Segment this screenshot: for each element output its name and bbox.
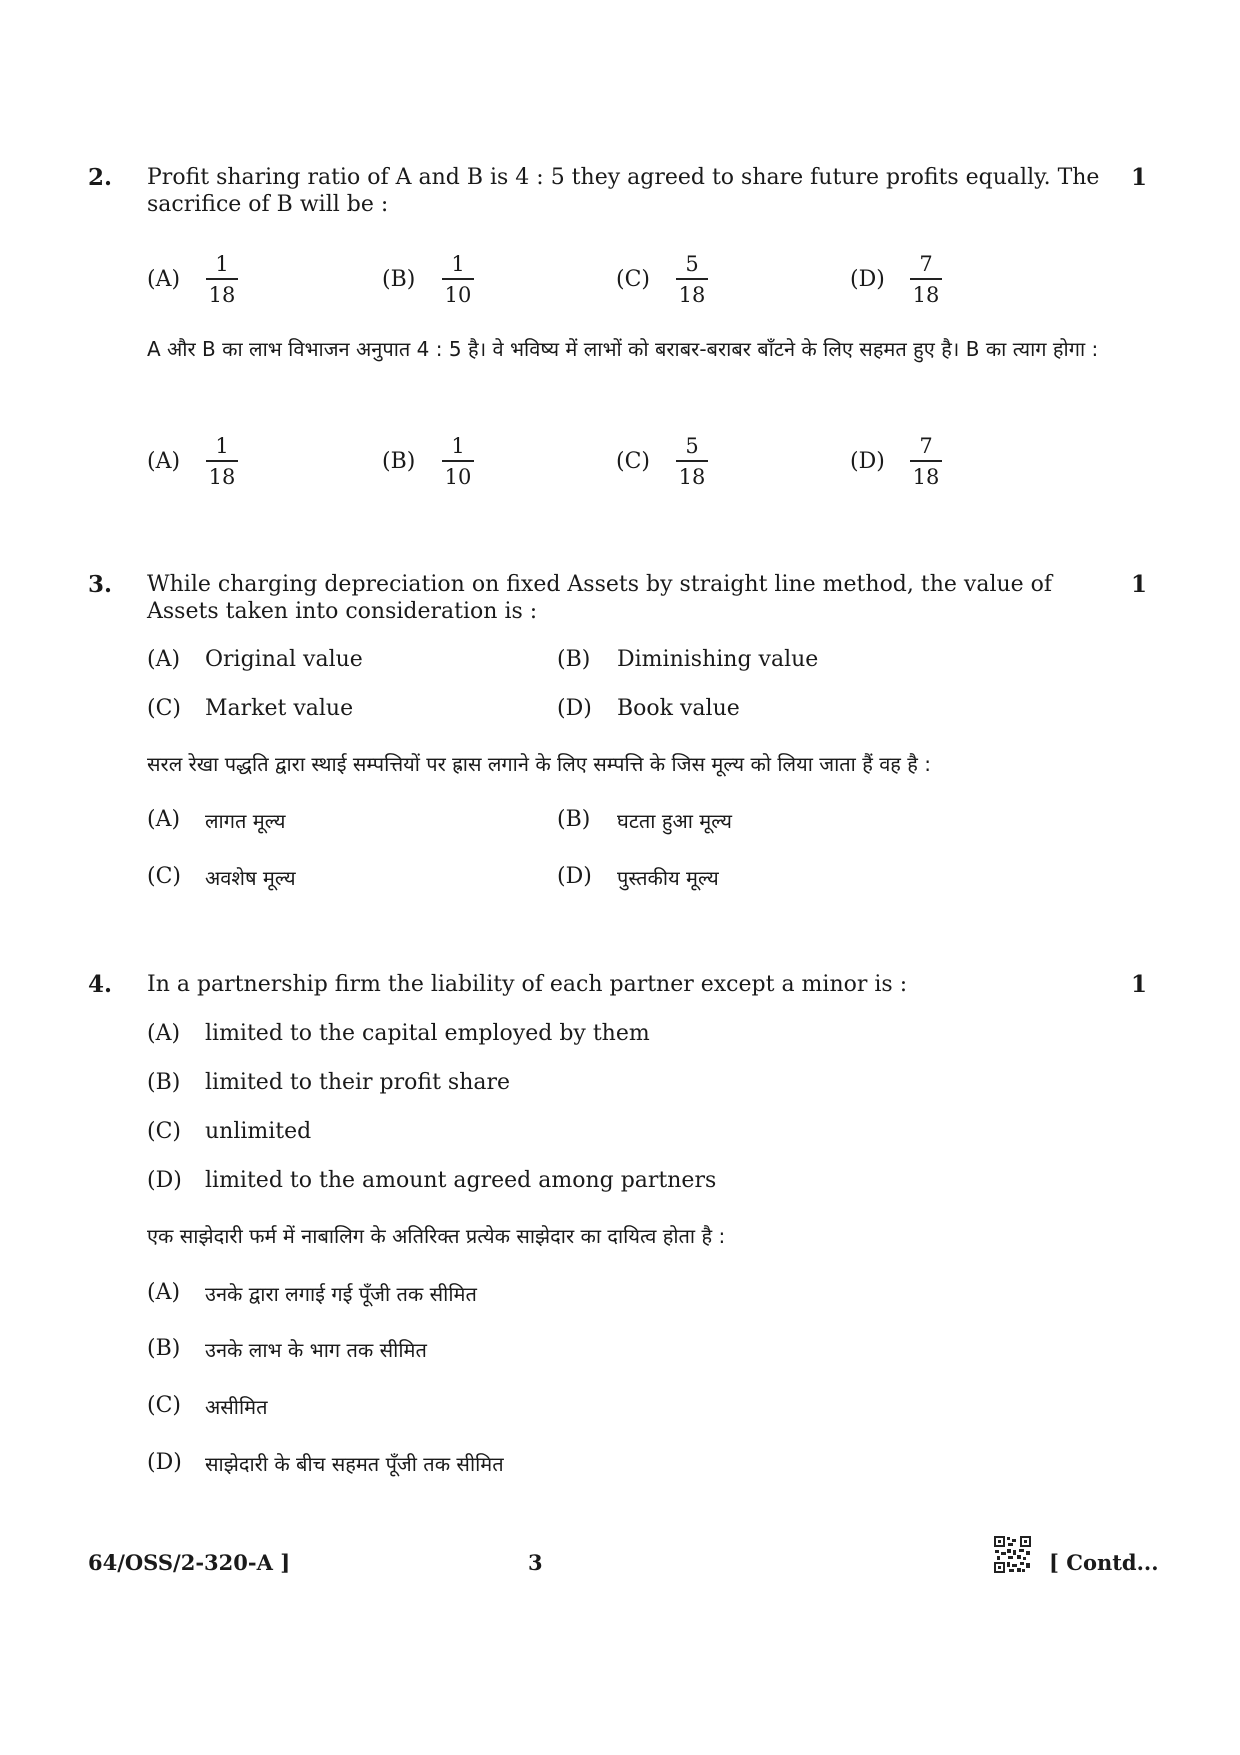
option-label: (A): [147, 449, 181, 474]
option-text: unlimited: [205, 1119, 312, 1144]
fraction-option-b-hindi: [442, 434, 474, 489]
qr-code-icon: [993, 1535, 1032, 1574]
denominator: 10: [444, 282, 472, 307]
question-number: 2.: [88, 164, 113, 191]
page-number: 3: [528, 1550, 543, 1575]
numerator: 1: [451, 434, 465, 458]
option-label: (B): [147, 1336, 181, 1361]
fraction-option-c-hindi: [676, 434, 708, 489]
option-text-hindi: साझेदारी के बीच सहमत पूँजी तक सीमित: [205, 1452, 504, 1476]
option-label: (B): [382, 267, 416, 292]
option-label: (D): [147, 1450, 182, 1475]
option-label: (A): [147, 647, 181, 672]
denominator: 18: [208, 464, 236, 489]
option-label: (B): [147, 1070, 181, 1095]
question-marks: 1: [1131, 571, 1148, 598]
option-label: (A): [147, 267, 181, 292]
option-label: (C): [616, 267, 650, 292]
denominator: 18: [678, 282, 706, 307]
option-text-hindi: असीमित: [205, 1395, 268, 1419]
question-marks: 1: [1131, 164, 1148, 191]
fraction-bar: [442, 278, 474, 280]
question-text-hindi: सरल रेखा पद्धति द्वारा स्थाई सम्पत्तियों पर ह्रास लगाने के लिए सम्पत्ति के जिस मूल्य को लिया जाता हैं वह है :: [147, 752, 932, 776]
option-label: (C): [616, 449, 650, 474]
numerator: 7: [919, 252, 933, 276]
option-label: (B): [382, 449, 416, 474]
continued-label: [ Contd...: [1049, 1550, 1159, 1575]
numerator: 5: [685, 252, 699, 276]
numerator: 1: [215, 434, 229, 458]
question-number: 4.: [88, 971, 113, 998]
numerator: 1: [215, 252, 229, 276]
option-label: (D): [850, 449, 885, 474]
fraction-bar: [910, 278, 942, 280]
option-text: Original value: [205, 647, 363, 672]
option-text: Diminishing value: [617, 647, 819, 672]
fraction-option-a-hindi: [206, 434, 238, 489]
denominator: 18: [912, 464, 940, 489]
numerator: 7: [919, 434, 933, 458]
paper-code: 64/OSS/2-320-A ]: [88, 1550, 291, 1575]
option-text-hindi: पुस्तकीय मूल्य: [617, 866, 719, 890]
fraction-bar: [206, 460, 238, 462]
option-label: (D): [557, 696, 592, 721]
option-label: (A): [147, 1021, 181, 1046]
option-text: limited to the amount agreed among partners: [205, 1168, 717, 1193]
option-text-hindi: घटता हुआ मूल्य: [617, 809, 732, 833]
option-text: limited to the capital employed by them: [205, 1021, 650, 1046]
question-text: In a partnership firm the liability of each partner except a minor is :: [147, 972, 908, 997]
question-number: 3.: [88, 571, 113, 598]
denominator: 18: [678, 464, 706, 489]
option-label: (A): [147, 807, 181, 832]
fraction-bar: [442, 460, 474, 462]
fraction-option-a: [206, 252, 238, 307]
option-text: Book value: [617, 696, 740, 721]
option-text-hindi: उनके लाभ के भाग तक सीमित: [205, 1338, 427, 1362]
numerator: 5: [685, 434, 699, 458]
question-marks: 1: [1131, 971, 1148, 998]
option-label: (D): [850, 267, 885, 292]
fraction-option-b: [442, 252, 474, 307]
question-text: While charging depreciation on fixed Assets by straight line method, the value of Assets taken into consideration is :: [147, 572, 1053, 624]
option-text: limited to their profit share: [205, 1070, 511, 1095]
fraction-bar: [676, 460, 708, 462]
option-text-hindi: लागत मूल्य: [205, 809, 286, 833]
question-text: Profit sharing ratio of A and B is 4 : 5 they agreed to share future profits equally. The sacrifice of B will be :: [147, 165, 1100, 217]
option-label: (B): [557, 647, 591, 672]
numerator: 1: [451, 252, 465, 276]
fraction-option-c: [676, 252, 708, 307]
denominator: 18: [208, 282, 236, 307]
fraction-bar: [206, 278, 238, 280]
denominator: 10: [444, 464, 472, 489]
fraction-option-d-hindi: [910, 434, 942, 489]
option-label: (C): [147, 696, 181, 721]
question-text-hindi: एक साझेदारी फर्म में नाबालिग के अतिरिक्त प्रत्येक साझेदार का दायित्व होता है :: [147, 1224, 726, 1248]
option-text-hindi: अवशेष मूल्य: [205, 866, 296, 890]
option-label: (D): [147, 1168, 182, 1193]
option-text-hindi: उनके द्वारा लगाई गई पूँजी तक सीमित: [205, 1282, 477, 1306]
option-label: (C): [147, 864, 181, 889]
option-label: (C): [147, 1119, 181, 1144]
option-label: (C): [147, 1393, 181, 1418]
option-label: (D): [557, 864, 592, 889]
option-label: (B): [557, 807, 591, 832]
fraction-option-d: [910, 252, 942, 307]
option-text: Market value: [205, 696, 354, 721]
question-text-hindi: A और B का लाभ विभाजन अनुपात 4 : 5 है। वे भविष्य में लाभों को बराबर-बराबर बाँटने के लिए सहमत हुए है। B का त्याग होगा :: [147, 337, 1099, 361]
denominator: 18: [912, 282, 940, 307]
fraction-bar: [676, 278, 708, 280]
fraction-bar: [910, 460, 942, 462]
option-label: (A): [147, 1280, 181, 1305]
